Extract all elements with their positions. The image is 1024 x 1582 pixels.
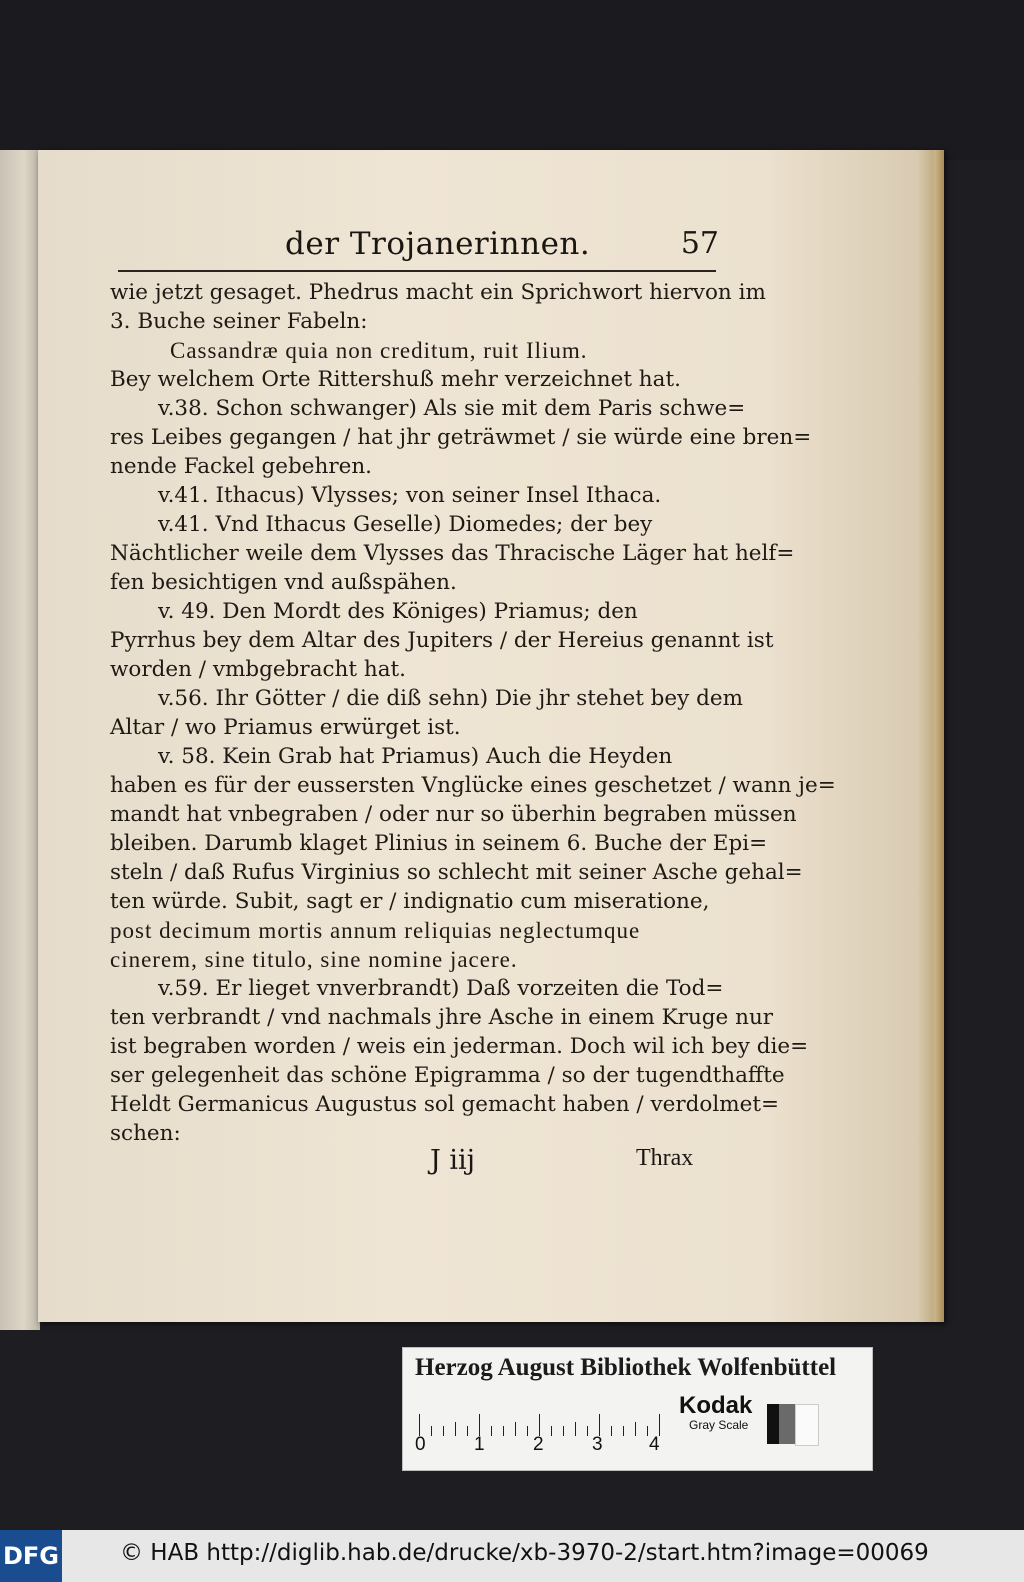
previous-page-edge <box>0 150 40 1330</box>
text-line: ten würde. Subit, sagt er / indignatio cum miseratione, <box>110 889 710 914</box>
text-line: ist begraben worden / weis ein jederman. Doch wil ich bey die= <box>110 1034 809 1059</box>
gray-patch-black <box>767 1404 779 1444</box>
running-title: der Trojanerinnen. <box>285 226 591 262</box>
gray-patch-mid <box>779 1404 795 1444</box>
gray-patch-white <box>795 1404 819 1446</box>
text-line: nende Fackel gebehren. <box>110 454 373 479</box>
text-line-latin: Cassandræ quia non creditum, ruit Ilium. <box>170 338 588 363</box>
gray-scale-label: Gray Scale <box>689 1418 749 1432</box>
footer-bar <box>0 1530 1024 1582</box>
text-line: 3. Buche seiner Fabeln: <box>110 309 368 334</box>
text-line: Heldt Germanicus Augustus sol gemacht haben / verdolmet= <box>110 1092 779 1117</box>
text-line: schen: <box>110 1121 181 1146</box>
footer-citation-link[interactable]: © HAB http://diglib.hab.de/drucke/xb-3970-2/start.htm?image=00069 <box>120 1540 929 1566</box>
scale-number: 3 <box>592 1434 603 1455</box>
text-line: bleiben. Darumb klaget Plinius in seinem 6. Buche der Epi= <box>110 831 768 856</box>
text-line: Bey welchem Orte Rittershuß mehr verzeichnet hat. <box>110 367 681 392</box>
text-line: worden / vmbgebracht hat. <box>110 657 407 682</box>
text-line: res Leibes gegangen / hat jhr geträwmet / sie würde eine bren= <box>110 425 812 450</box>
ruler-scale <box>417 1396 667 1436</box>
text-line-latin: cinerem, sine titulo, sine nomine jacere. <box>110 947 518 972</box>
scale-number: 2 <box>533 1434 544 1455</box>
text-line: Nächtlicher weile dem Vlysses das Thracische Läger hat helf= <box>110 541 795 566</box>
color-target-card <box>402 1347 873 1471</box>
scale-number: 0 <box>415 1434 426 1455</box>
text-line: ser gelegenheit das schöne Epigramma / so der tugendthaffte <box>110 1063 785 1088</box>
text-line: ten verbrandt / vnd nachmals jhre Asche in einem Kruge nur <box>110 1005 774 1030</box>
text-line: wie jetzt gesaget. Phedrus macht ein Sprichwort hiervon im <box>110 280 766 305</box>
text-line: haben es für der eussersten Vnglücke eines geschetzet / wann je= <box>110 773 836 798</box>
page-header <box>105 222 725 272</box>
text-line: Pyrrhus bey dem Altar des Jupiters / der Hereius genannt ist <box>110 628 774 653</box>
target-title: Herzog August Bibliothek Wolfenbüttel <box>415 1354 837 1381</box>
text-line: mandt hat vnbegraben / oder nur so überhin begraben müssen <box>110 802 797 827</box>
text-line: v.41. Ithacus) Vlysses; von seiner Insel Ithaca. <box>158 483 662 508</box>
kodak-logo: Kodak <box>679 1392 753 1419</box>
text-line-latin: post decimum mortis annum reliquias neglectumque <box>110 918 641 943</box>
signature-mark: J iij <box>430 1145 476 1176</box>
dfg-logo: DFG <box>0 1530 62 1582</box>
catchword: Thrax <box>636 1145 694 1171</box>
scanner-background <box>0 0 1024 160</box>
text-line: fen besichtigen vnd außspähen. <box>110 570 457 595</box>
text-line: v.41. Vnd Ithacus Geselle) Diomedes; der bey <box>158 512 653 537</box>
text-line: v. 58. Kein Grab hat Priamus) Auch die Heyden <box>158 744 673 769</box>
text-line: v.38. Schon schwanger) Als sie mit dem Paris schwe= <box>158 396 746 421</box>
scale-number: 4 <box>649 1434 660 1455</box>
text-line: v.56. Ihr Götter / die diß sehn) Die jhr stehet bey dem <box>158 686 744 711</box>
header-rule <box>118 270 716 272</box>
text-line: Altar / wo Priamus erwürget ist. <box>110 715 461 740</box>
scale-number: 1 <box>474 1434 485 1455</box>
page-number: 57 <box>680 226 719 261</box>
text-line: v. 49. Den Mordt des Königes) Priamus; den <box>158 599 638 624</box>
text-line: steln / daß Rufus Virginius so schlecht mit seiner Asche gehal= <box>110 860 803 885</box>
page-gilt-edge <box>934 150 944 1322</box>
text-line: v.59. Er lieget vnverbrandt) Daß vorzeiten die Tod= <box>158 976 724 1001</box>
